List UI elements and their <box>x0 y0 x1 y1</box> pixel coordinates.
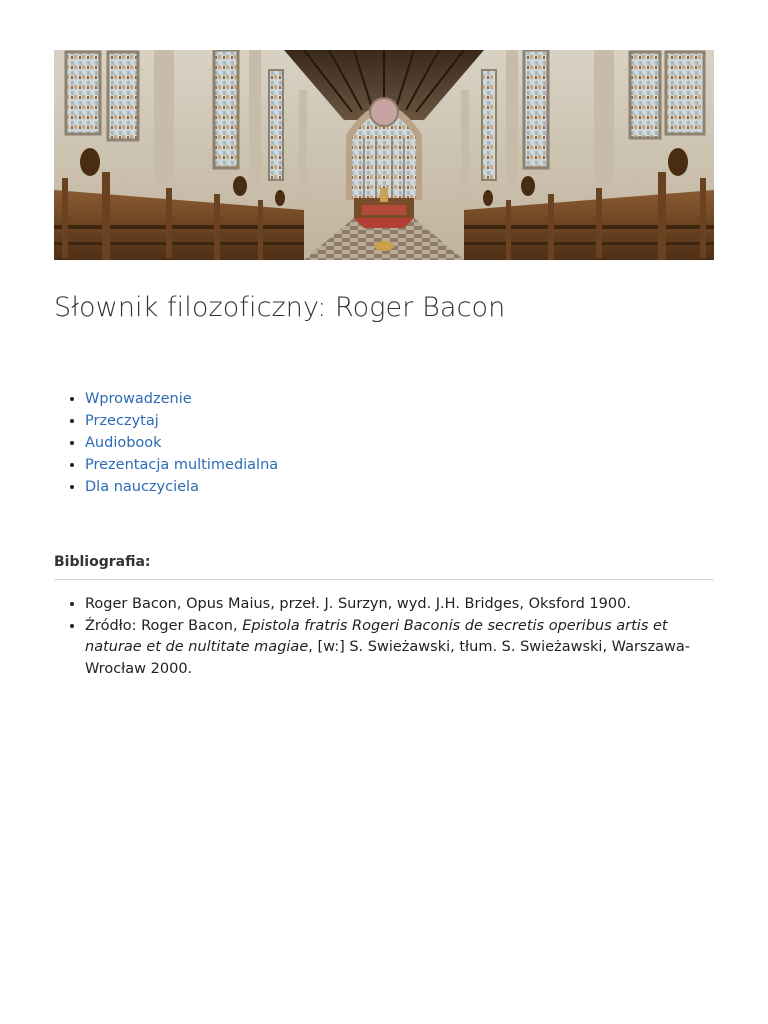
bibliography-entry <box>85 616 714 681</box>
nav-link-audiobook[interactable]: Audiobook <box>85 435 162 451</box>
bibliography-entry <box>85 594 714 616</box>
bibliography-entry-suffix: , [w:] S. Swieżawski, tłum. S. Swieżawski, Warszawa-Wrocław 2000. <box>85 639 690 677</box>
bibliography-divider <box>54 579 714 580</box>
nav-item-prezentacja <box>85 454 278 476</box>
nav-item-wprowadzenie <box>85 388 278 410</box>
nav-link-wprowadzenie[interactable]: Wprowadzenie <box>85 391 192 407</box>
nav-link-przeczytaj[interactable]: Przeczytaj <box>85 413 159 429</box>
bibliography-entry-title: Epistola fratris Rogeri Baconis de secretis operibus artis et naturae et de nultitate magiae <box>85 617 668 655</box>
section-nav <box>54 388 278 498</box>
nav-item-audiobook <box>85 432 278 454</box>
nav-link-prezentacja-multimedialna[interactable]: Prezentacja multimedialna <box>85 457 279 473</box>
page-title: Słownik filozoficzny: Roger Bacon <box>54 292 506 323</box>
nav-item-przeczytaj <box>85 410 278 432</box>
bibliography-entry-text: Roger Bacon, Opus Maius, przeł. J. Surzyn, wyd. J.H. Bridges, Oksford 1900. <box>85 596 631 612</box>
bibliography-heading: Bibliografia: <box>54 554 151 570</box>
chapel-interior-illustration <box>54 50 714 260</box>
nav-item-dla-nauczyciela <box>85 476 278 498</box>
bibliography-entry-prefix: Źródło: Roger Bacon, <box>85 617 243 634</box>
bibliography-list <box>54 594 714 680</box>
banner-image <box>54 50 714 260</box>
nav-link-dla-nauczyciela[interactable]: Dla nauczyciela <box>85 479 199 495</box>
